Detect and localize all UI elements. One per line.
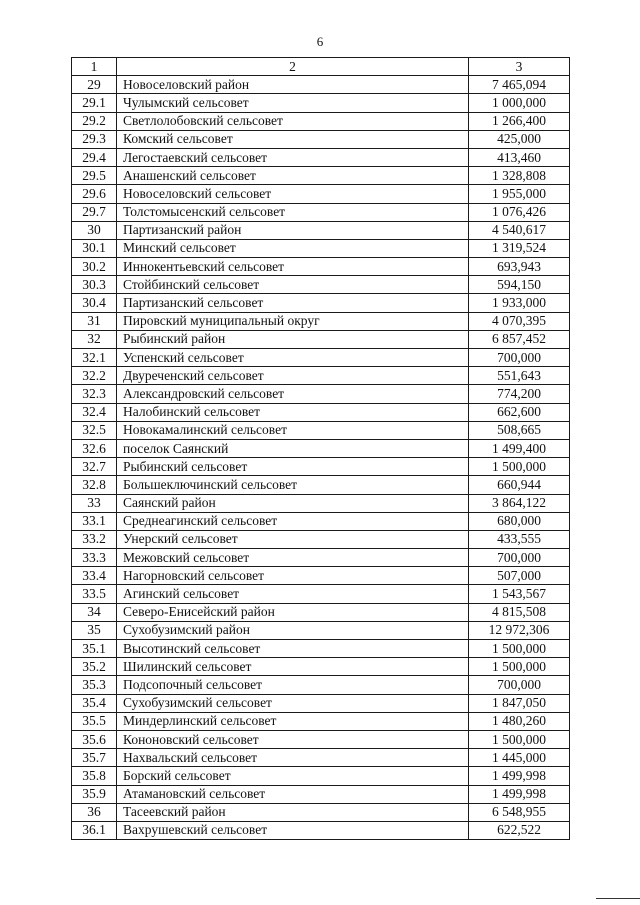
table-body <box>72 76 570 840</box>
row-number-cell: 29.6 <box>72 185 117 203</box>
row-value-cell: 700,000 <box>469 349 570 367</box>
row-number-cell: 36 <box>72 803 117 821</box>
row-name-cell: Минский сельсовет <box>117 239 469 257</box>
row-name-cell: Саянский район <box>117 494 469 512</box>
page-number: 6 <box>316 34 324 49</box>
table-row <box>72 276 570 294</box>
row-number-cell: 32.8 <box>72 476 117 494</box>
row-name-cell: Межовский сельсовет <box>117 549 469 567</box>
row-name-cell: Светлолобовский сельсовет <box>117 112 469 130</box>
table-header-row <box>72 58 570 76</box>
row-value-cell: 12 972,306 <box>469 621 570 639</box>
row-value-cell: 4 815,508 <box>469 603 570 621</box>
row-number-cell: 30.3 <box>72 276 117 294</box>
table-row <box>72 712 570 730</box>
table-row <box>72 239 570 257</box>
row-value-cell: 3 864,122 <box>469 494 570 512</box>
row-value-cell: 700,000 <box>469 549 570 567</box>
row-number-cell: 33.4 <box>72 567 117 585</box>
table-row <box>72 421 570 439</box>
row-value-cell: 1 319,524 <box>469 239 570 257</box>
row-name-cell: Новокамалинский сельсовет <box>117 421 469 439</box>
row-value-cell: 1 480,260 <box>469 712 570 730</box>
table-row <box>72 821 570 839</box>
row-name-cell: Северо-Енисейский район <box>117 603 469 621</box>
row-name-cell: Унерский сельсовет <box>117 530 469 548</box>
row-value-cell: 660,944 <box>469 476 570 494</box>
row-value-cell: 1 933,000 <box>469 294 570 312</box>
table-row <box>72 221 570 239</box>
table-row <box>72 676 570 694</box>
row-name-cell: Сухобузимский сельсовет <box>117 694 469 712</box>
table-row <box>72 749 570 767</box>
row-number-cell: 29.2 <box>72 112 117 130</box>
table-row <box>72 258 570 276</box>
row-name-cell: Успенский сельсовет <box>117 349 469 367</box>
table-row <box>72 367 570 385</box>
corner-line-mark <box>596 898 640 899</box>
table-row <box>72 658 570 676</box>
row-value-cell: 507,000 <box>469 567 570 585</box>
row-number-cell: 32.1 <box>72 349 117 367</box>
row-name-cell: Иннокентьевский сельсовет <box>117 258 469 276</box>
row-number-cell: 35.3 <box>72 676 117 694</box>
row-name-cell: Нагорновский сельсовет <box>117 567 469 585</box>
row-name-cell: Атамановский сельсовет <box>117 785 469 803</box>
row-name-cell: Вахрушевский сельсовет <box>117 821 469 839</box>
row-number-cell: 32.4 <box>72 403 117 421</box>
row-name-cell: поселок Саянский <box>117 439 469 457</box>
row-name-cell: Агинский сельсовет <box>117 585 469 603</box>
row-value-cell: 1 500,000 <box>469 730 570 748</box>
row-number-cell: 35.2 <box>72 658 117 676</box>
row-name-cell: Анашенский сельсовет <box>117 167 469 185</box>
row-number-cell: 35.4 <box>72 694 117 712</box>
row-value-cell: 4 070,395 <box>469 312 570 330</box>
row-value-cell: 1 500,000 <box>469 640 570 658</box>
row-name-cell: Тасеевский район <box>117 803 469 821</box>
row-name-cell: Новоселовский сельсовет <box>117 185 469 203</box>
table-row <box>72 803 570 821</box>
row-value-cell: 1 955,000 <box>469 185 570 203</box>
table-row <box>72 694 570 712</box>
table-row <box>72 549 570 567</box>
row-number-cell: 29.7 <box>72 203 117 221</box>
row-name-cell: Большеключинский сельсовет <box>117 476 469 494</box>
row-value-cell: 1 543,567 <box>469 585 570 603</box>
row-value-cell: 1 499,998 <box>469 767 570 785</box>
table-row <box>72 76 570 94</box>
row-value-cell: 413,460 <box>469 148 570 166</box>
row-name-cell: Нахвальский сельсовет <box>117 749 469 767</box>
row-name-cell: Налобинский сельсовет <box>117 403 469 421</box>
row-name-cell: Легостаевский сельсовет <box>117 148 469 166</box>
table-row <box>72 439 570 457</box>
table-row <box>72 530 570 548</box>
row-number-cell: 33.5 <box>72 585 117 603</box>
row-name-cell: Рыбинский сельсовет <box>117 458 469 476</box>
row-number-cell: 33 <box>72 494 117 512</box>
row-value-cell: 774,200 <box>469 385 570 403</box>
row-number-cell: 34 <box>72 603 117 621</box>
row-value-cell: 693,943 <box>469 258 570 276</box>
row-number-cell: 36.1 <box>72 821 117 839</box>
row-number-cell: 35.6 <box>72 730 117 748</box>
row-name-cell: Кононовский сельсовет <box>117 730 469 748</box>
column-header-name: 2 <box>117 58 469 76</box>
table-row <box>72 130 570 148</box>
row-value-cell: 680,000 <box>469 512 570 530</box>
row-name-cell: Партизанский сельсовет <box>117 294 469 312</box>
table-row <box>72 458 570 476</box>
table-row <box>72 767 570 785</box>
table-row <box>72 640 570 658</box>
row-value-cell: 1 328,808 <box>469 167 570 185</box>
row-value-cell: 622,522 <box>469 821 570 839</box>
table-row <box>72 330 570 348</box>
row-number-cell: 31 <box>72 312 117 330</box>
row-name-cell: Миндерлинский сельсовет <box>117 712 469 730</box>
table-row <box>72 94 570 112</box>
row-value-cell: 1 445,000 <box>469 749 570 767</box>
table-row <box>72 385 570 403</box>
row-value-cell: 425,000 <box>469 130 570 148</box>
row-number-cell: 35.8 <box>72 767 117 785</box>
row-number-cell: 32.2 <box>72 367 117 385</box>
table-row <box>72 112 570 130</box>
row-value-cell: 6 548,955 <box>469 803 570 821</box>
row-name-cell: Высотинский сельсовет <box>117 640 469 658</box>
table-row <box>72 730 570 748</box>
row-value-cell: 594,150 <box>469 276 570 294</box>
row-name-cell: Комский сельсовет <box>117 130 469 148</box>
table-row <box>72 185 570 203</box>
row-number-cell: 33.2 <box>72 530 117 548</box>
table-row <box>72 512 570 530</box>
table-row <box>72 349 570 367</box>
column-header-value: 3 <box>469 58 570 76</box>
table-row <box>72 476 570 494</box>
row-name-cell: Сухобузимский район <box>117 621 469 639</box>
row-name-cell: Новоселовский район <box>117 76 469 94</box>
row-name-cell: Стойбинский сельсовет <box>117 276 469 294</box>
table-row <box>72 567 570 585</box>
row-number-cell: 29.3 <box>72 130 117 148</box>
row-value-cell: 1 076,426 <box>469 203 570 221</box>
table-row <box>72 312 570 330</box>
row-name-cell: Александровский сельсовет <box>117 385 469 403</box>
row-value-cell: 508,665 <box>469 421 570 439</box>
row-value-cell: 4 540,617 <box>469 221 570 239</box>
row-value-cell: 1 500,000 <box>469 458 570 476</box>
row-value-cell: 1 499,998 <box>469 785 570 803</box>
row-number-cell: 35.5 <box>72 712 117 730</box>
row-number-cell: 30.4 <box>72 294 117 312</box>
table-row <box>72 585 570 603</box>
row-number-cell: 32.3 <box>72 385 117 403</box>
row-number-cell: 35.9 <box>72 785 117 803</box>
table-row <box>72 203 570 221</box>
table-row <box>72 603 570 621</box>
row-value-cell: 1 500,000 <box>469 658 570 676</box>
row-number-cell: 32.5 <box>72 421 117 439</box>
row-name-cell: Двуреченский сельсовет <box>117 367 469 385</box>
row-number-cell: 29.1 <box>72 94 117 112</box>
row-value-cell: 7 465,094 <box>469 76 570 94</box>
row-number-cell: 30.2 <box>72 258 117 276</box>
row-number-cell: 30.1 <box>72 239 117 257</box>
row-value-cell: 551,643 <box>469 367 570 385</box>
row-value-cell: 1 266,400 <box>469 112 570 130</box>
row-value-cell: 6 857,452 <box>469 330 570 348</box>
row-name-cell: Партизанский район <box>117 221 469 239</box>
column-header-number: 1 <box>72 58 117 76</box>
row-name-cell: Шилинский сельсовет <box>117 658 469 676</box>
row-number-cell: 29.5 <box>72 167 117 185</box>
row-value-cell: 700,000 <box>469 676 570 694</box>
table-row <box>72 167 570 185</box>
row-value-cell: 1 847,050 <box>469 694 570 712</box>
row-number-cell: 29 <box>72 76 117 94</box>
row-name-cell: Подсопочный сельсовет <box>117 676 469 694</box>
row-name-cell: Пировский муниципальный округ <box>117 312 469 330</box>
row-name-cell: Борский сельсовет <box>117 767 469 785</box>
table-row <box>72 403 570 421</box>
row-value-cell: 662,600 <box>469 403 570 421</box>
table-row <box>72 294 570 312</box>
row-number-cell: 32.7 <box>72 458 117 476</box>
table-row <box>72 494 570 512</box>
table-row <box>72 148 570 166</box>
row-number-cell: 33.3 <box>72 549 117 567</box>
row-number-cell: 35.7 <box>72 749 117 767</box>
row-name-cell: Рыбинский район <box>117 330 469 348</box>
table-row <box>72 785 570 803</box>
row-number-cell: 30 <box>72 221 117 239</box>
row-name-cell: Чулымский сельсовет <box>117 94 469 112</box>
row-value-cell: 1 000,000 <box>469 94 570 112</box>
row-number-cell: 35 <box>72 621 117 639</box>
row-name-cell: Толстомысенский сельсовет <box>117 203 469 221</box>
row-number-cell: 29.4 <box>72 148 117 166</box>
row-number-cell: 32 <box>72 330 117 348</box>
row-value-cell: 433,555 <box>469 530 570 548</box>
allocation-table <box>71 57 570 840</box>
row-value-cell: 1 499,400 <box>469 439 570 457</box>
row-number-cell: 32.6 <box>72 439 117 457</box>
table-row <box>72 621 570 639</box>
row-number-cell: 35.1 <box>72 640 117 658</box>
row-number-cell: 33.1 <box>72 512 117 530</box>
row-name-cell: Среднеагинский сельсовет <box>117 512 469 530</box>
